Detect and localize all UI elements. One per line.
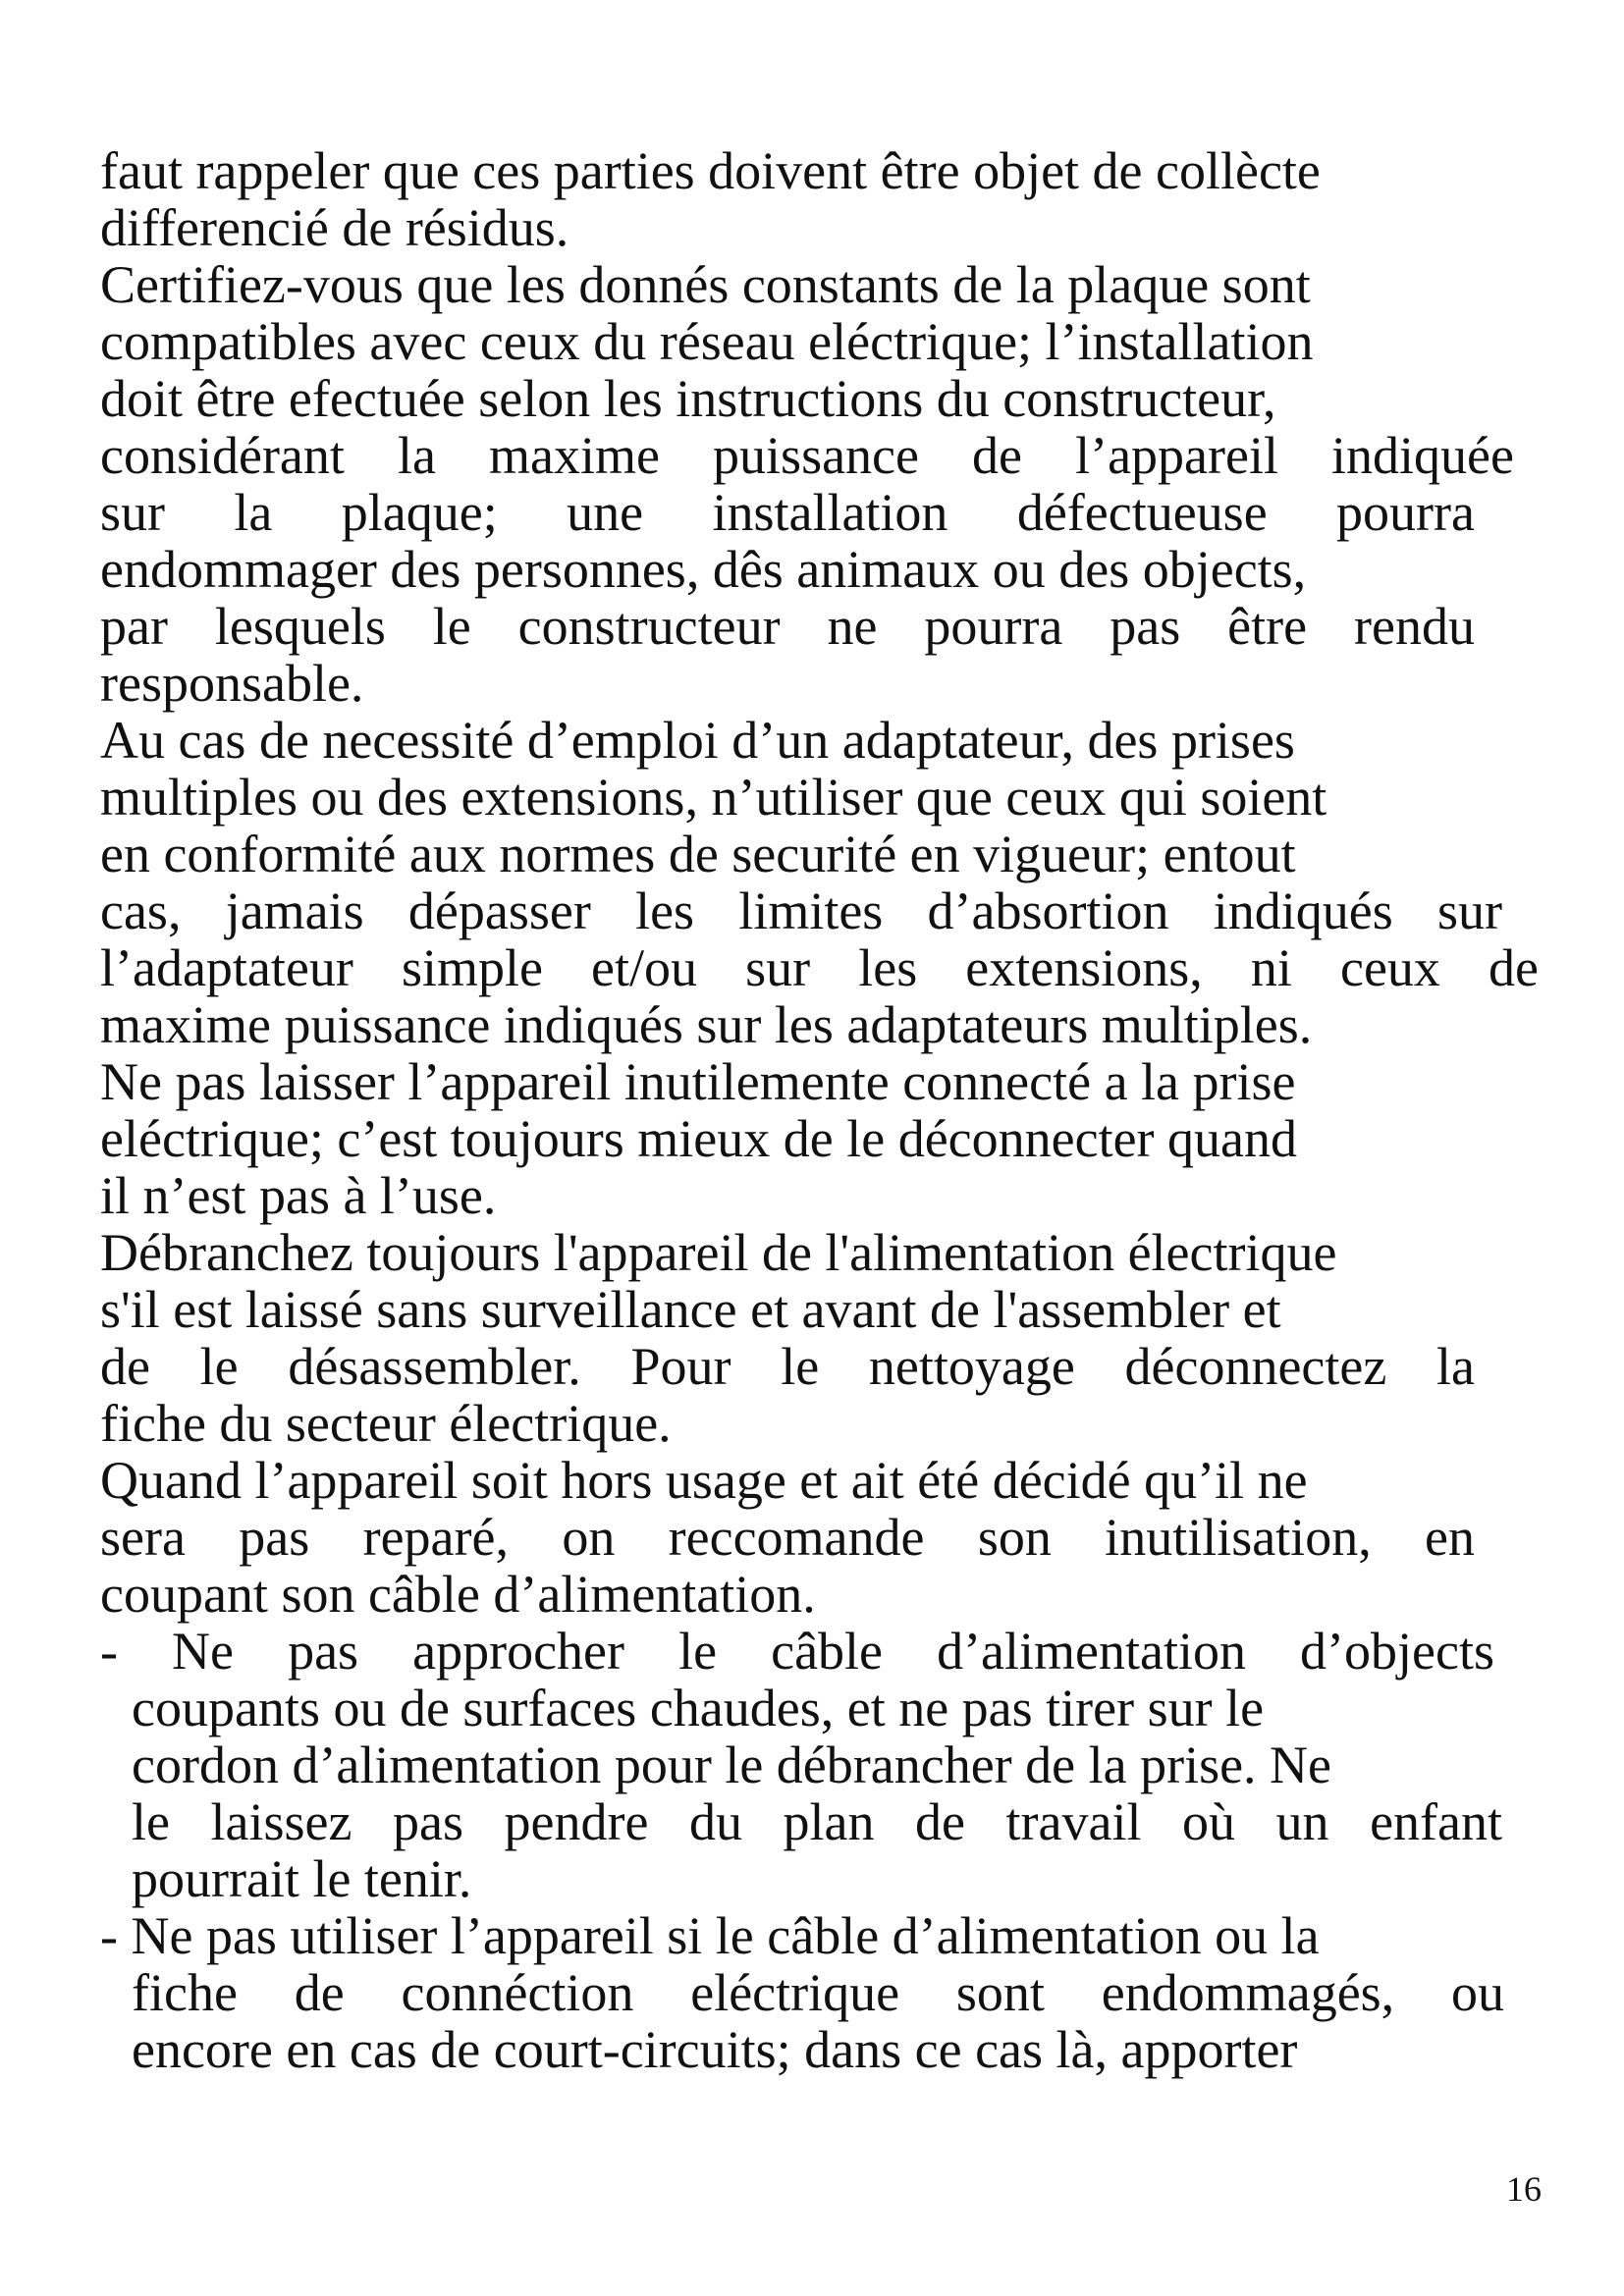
- text-line: compatibles avec ceux du réseau eléctrique; l’installation: [100, 312, 1314, 371]
- text-line: coupants ou de surfaces chaudes, et ne pas tirer sur le: [132, 1679, 1265, 1737]
- text-line: faut rappeler que ces parties doivent être objet de collècte: [100, 141, 1321, 200]
- text-line: Quand l’appareil soit hors usage et ait été décidé qu’il ne: [100, 1451, 1308, 1510]
- text-line: s'il est laissé sans surveillance et avant de l'assembler et: [100, 1280, 1281, 1339]
- text-line: eléctrique; c’est toujours mieux de le déconnecter quand: [100, 1109, 1298, 1168]
- text-line: considérant la maxime puissance de l’appareil indiquée: [100, 426, 1514, 485]
- text-line: fiche de connéction eléctrique sont endommagés, ou: [132, 1963, 1504, 2022]
- text-line: Certifiez-vous que les donnés constants de la plaque sont: [100, 255, 1311, 314]
- text-line: cas, jamais dépasser les limites d’absortion indiqués sur: [100, 881, 1502, 940]
- text-line: Ne pas laisser l’appareil inutilemente connecté a la prise: [100, 1052, 1296, 1111]
- text-line: Au cas de necessité d’emploi d’un adaptateur, des prises: [100, 711, 1295, 770]
- text-line: pourrait le tenir.: [132, 1849, 472, 1908]
- text-line: l’adaptateur simple et/ou sur les extensions, ni ceux de: [100, 938, 1539, 997]
- text-line: multiples ou des extensions, n’utiliser que ceux qui soient: [100, 768, 1327, 827]
- text-line: - Ne pas approcher le câble d’alimentation d’objects: [100, 1622, 1494, 1681]
- text-line: coupant son câble d’alimentation.: [100, 1565, 816, 1624]
- text-line: sur la plaque; une installation défectueuse pourra: [100, 483, 1475, 542]
- body-text: [100, 142, 1573, 2078]
- text-line: - Ne pas utiliser l’appareil si le câble d’alimentation ou la: [100, 1906, 1320, 1965]
- page-number: 16: [1506, 2169, 1542, 2209]
- text-line: differencié de résidus.: [100, 198, 569, 257]
- text-line: encore en cas de court-circuits; dans ce cas là, apporter: [132, 2020, 1298, 2079]
- text-line: Débranchez toujours l'appareil de l'alimentation électrique: [100, 1223, 1337, 1282]
- text-line: cordon d’alimentation pour le débrancher de la prise. Ne: [132, 1735, 1332, 1794]
- text-line: en conformité aux normes de securité en vigueur; entout: [100, 825, 1296, 883]
- text-line: sera pas reparé, on reccomande son inutilisation, en: [100, 1508, 1475, 1567]
- text-line: doit être efectuée selon les instructions du constructeur,: [100, 369, 1276, 428]
- text-line: maxime puissance indiqués sur les adaptateurs multiples.: [100, 995, 1313, 1054]
- text-line: le laissez pas pendre du plan de travail où un enfant: [132, 1792, 1502, 1851]
- text-line: il n’est pas à l’use.: [100, 1166, 497, 1225]
- text-line: responsable.: [100, 654, 364, 713]
- text-line: par lesquels le constructeur ne pourra pas être rendu: [100, 597, 1475, 656]
- text-line: endommager des personnes, dês animaux ou des objects,: [100, 540, 1307, 599]
- text-line: fiche du secteur électrique.: [100, 1394, 672, 1453]
- text-line: de le désassembler. Pour le nettoyage déconnectez la: [100, 1337, 1475, 1396]
